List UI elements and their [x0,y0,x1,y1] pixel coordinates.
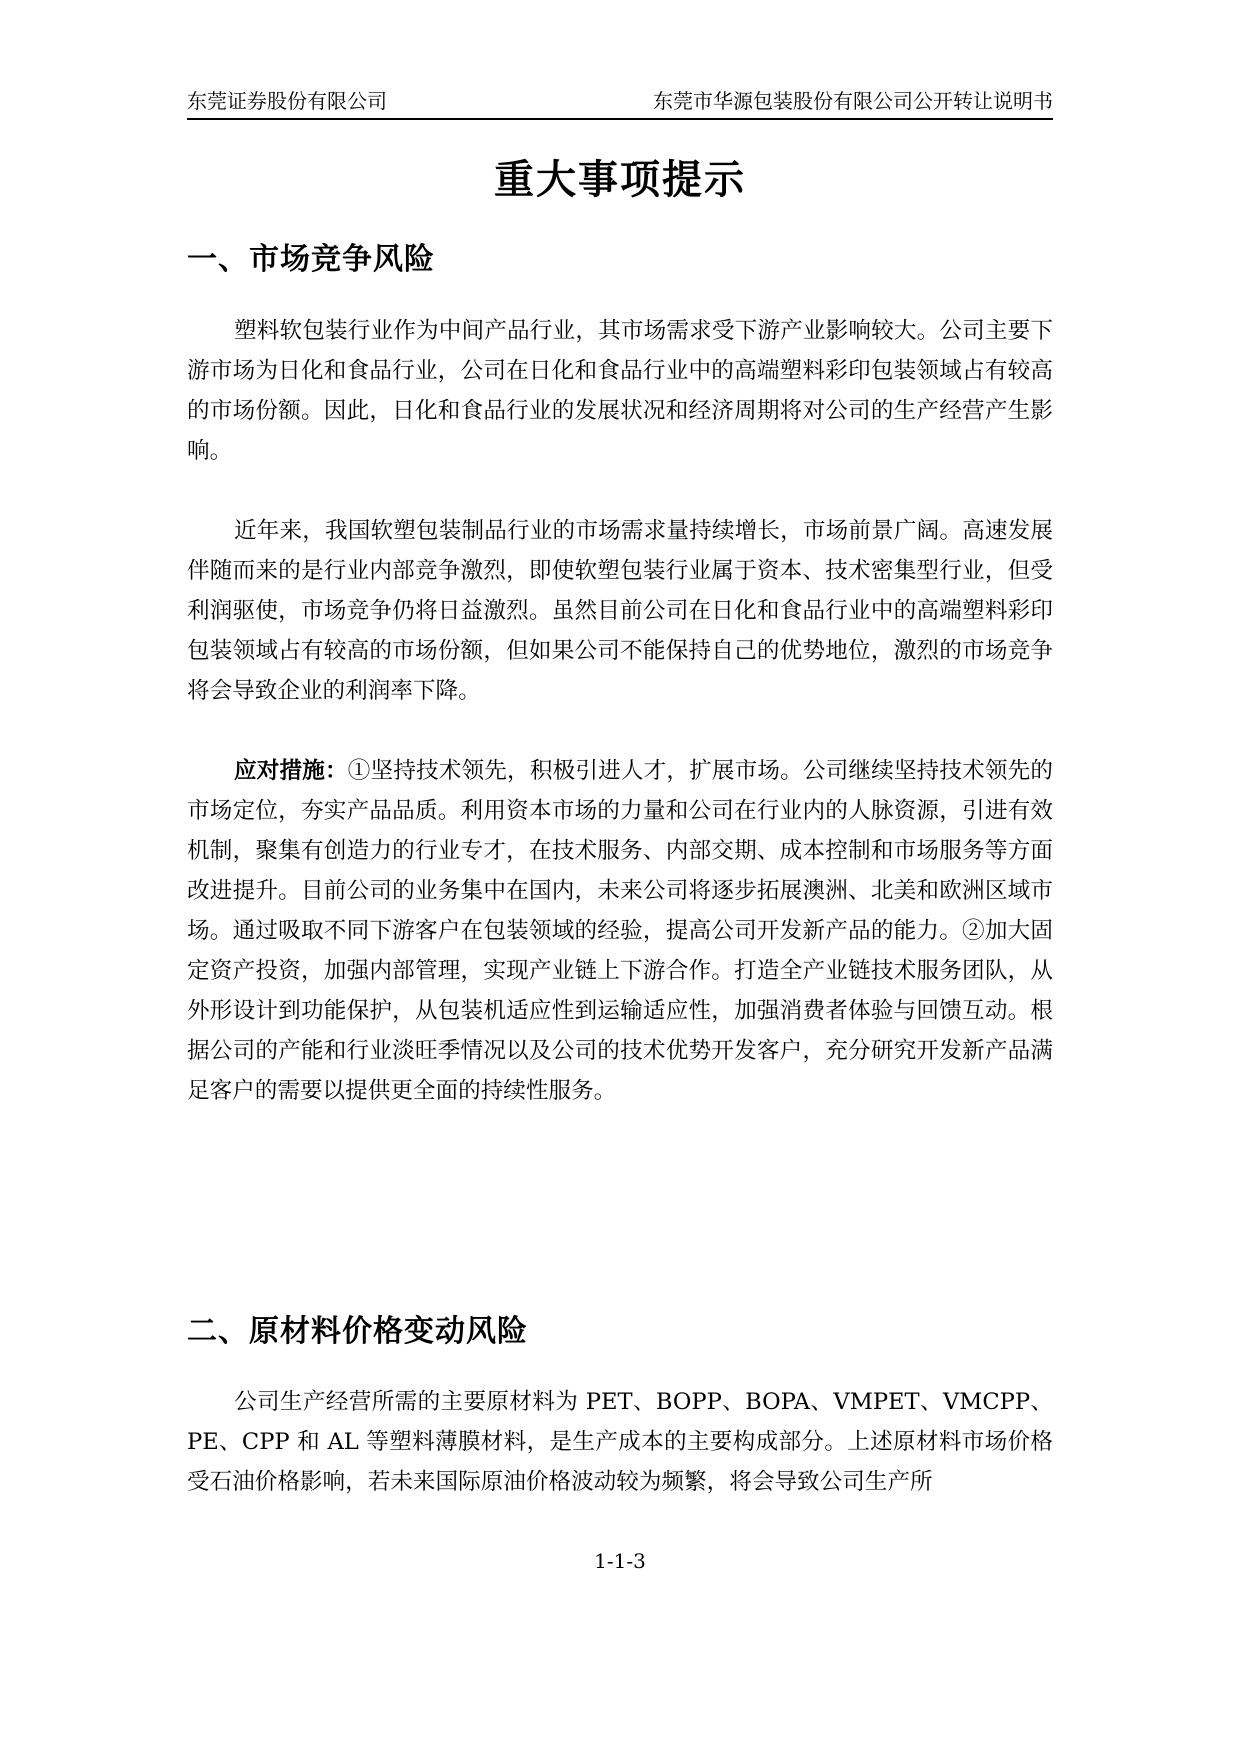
paragraph [187,311,1053,471]
page-title: 重大事项提示 [494,157,746,203]
page-number: 1-1-3 [594,1549,646,1573]
header-document-name: 东莞市华源包装股份有限公司公开转让说明书 [653,89,1053,113]
header-company-name: 东莞证券股份有限公司 [187,89,387,113]
section-heading-raw-material-price: 二、原材料价格变动风险 [187,1314,528,1349]
running-header [187,88,1053,118]
paragraph-text: ①坚持技术领先，积极引进人才，扩展市场。公司继续坚持技术领先的市场定位，夯实产品品质。利用资本市场的力量和公司在行业内的人脉资源，引进有效机制，聚集有创造力的行业专才，在技术服务、内部交期、成本控制和市场服务等方面改进提升。目前公司的业务集中在国内，未来公司将逐步拓展澳洲、北美和欧洲区域市场。通过吸取不同下游客户在包装领域的经验，提高公司开发新产品的能力。②加大固定资产投资，加强内部管理，实现产业链上下游合作。打造全产业链技术服务团队，从外形设计到功能保护，从包装机适应性到运输适应性，加强消费者体验与回馈互动。根据公司的产能和行业淡旺季情况以及公司的技术优势开发客户，充分研究开发新产品满足客户的需要以提供更全面的持续性服务。 [187,758,1054,1104]
paragraph [187,1382,1053,1502]
paragraph [187,511,1053,711]
paragraph-text: 塑料软包装行业作为中间产品行业，其市场需求受下游产业影响较大。公司主要下游市场为日化和食品行业，公司在日化和食品行业中的高端塑料彩印包装领域占有较高的市场份额。因此，日化和食品行业的发展状况和经济周期将对公司的生产经营产生影响。 [187,318,1053,464]
countermeasures-label: 应对措施： [234,758,348,784]
header-divider [187,118,1053,120]
paragraph-text: 近年来，我国软塑包装制品行业的市场需求量持续增长，市场前景广阔。高速发展伴随而来的是行业内部竞争激烈，即使软塑包装行业属于资本、技术密集型行业，但受利润驱使，市场竞争仍将日益激烈。虽然目前公司在日化和食品行业中的高端塑料彩印包装领域占有较高的市场份额，但如果公司不能保持自己的优势地位，激烈的市场竞争将会导致企业的利润率下降。 [187,518,1053,704]
paragraph-text: 公司生产经营所需的主要原材料为 PET、BOPP、BOPA、VMPET、VMCPP、PE、CPP 和 AL 等塑料薄膜材料，是生产成本的主要构成部分。上述原材料市场价格受石油价格影响，若未来国际原油价格波动较为频繁，将会导致公司生产所 [187,1389,1053,1495]
paragraph-countermeasures [187,751,1053,1111]
section-heading-market-competition: 一、市场竞争风险 [187,242,435,277]
